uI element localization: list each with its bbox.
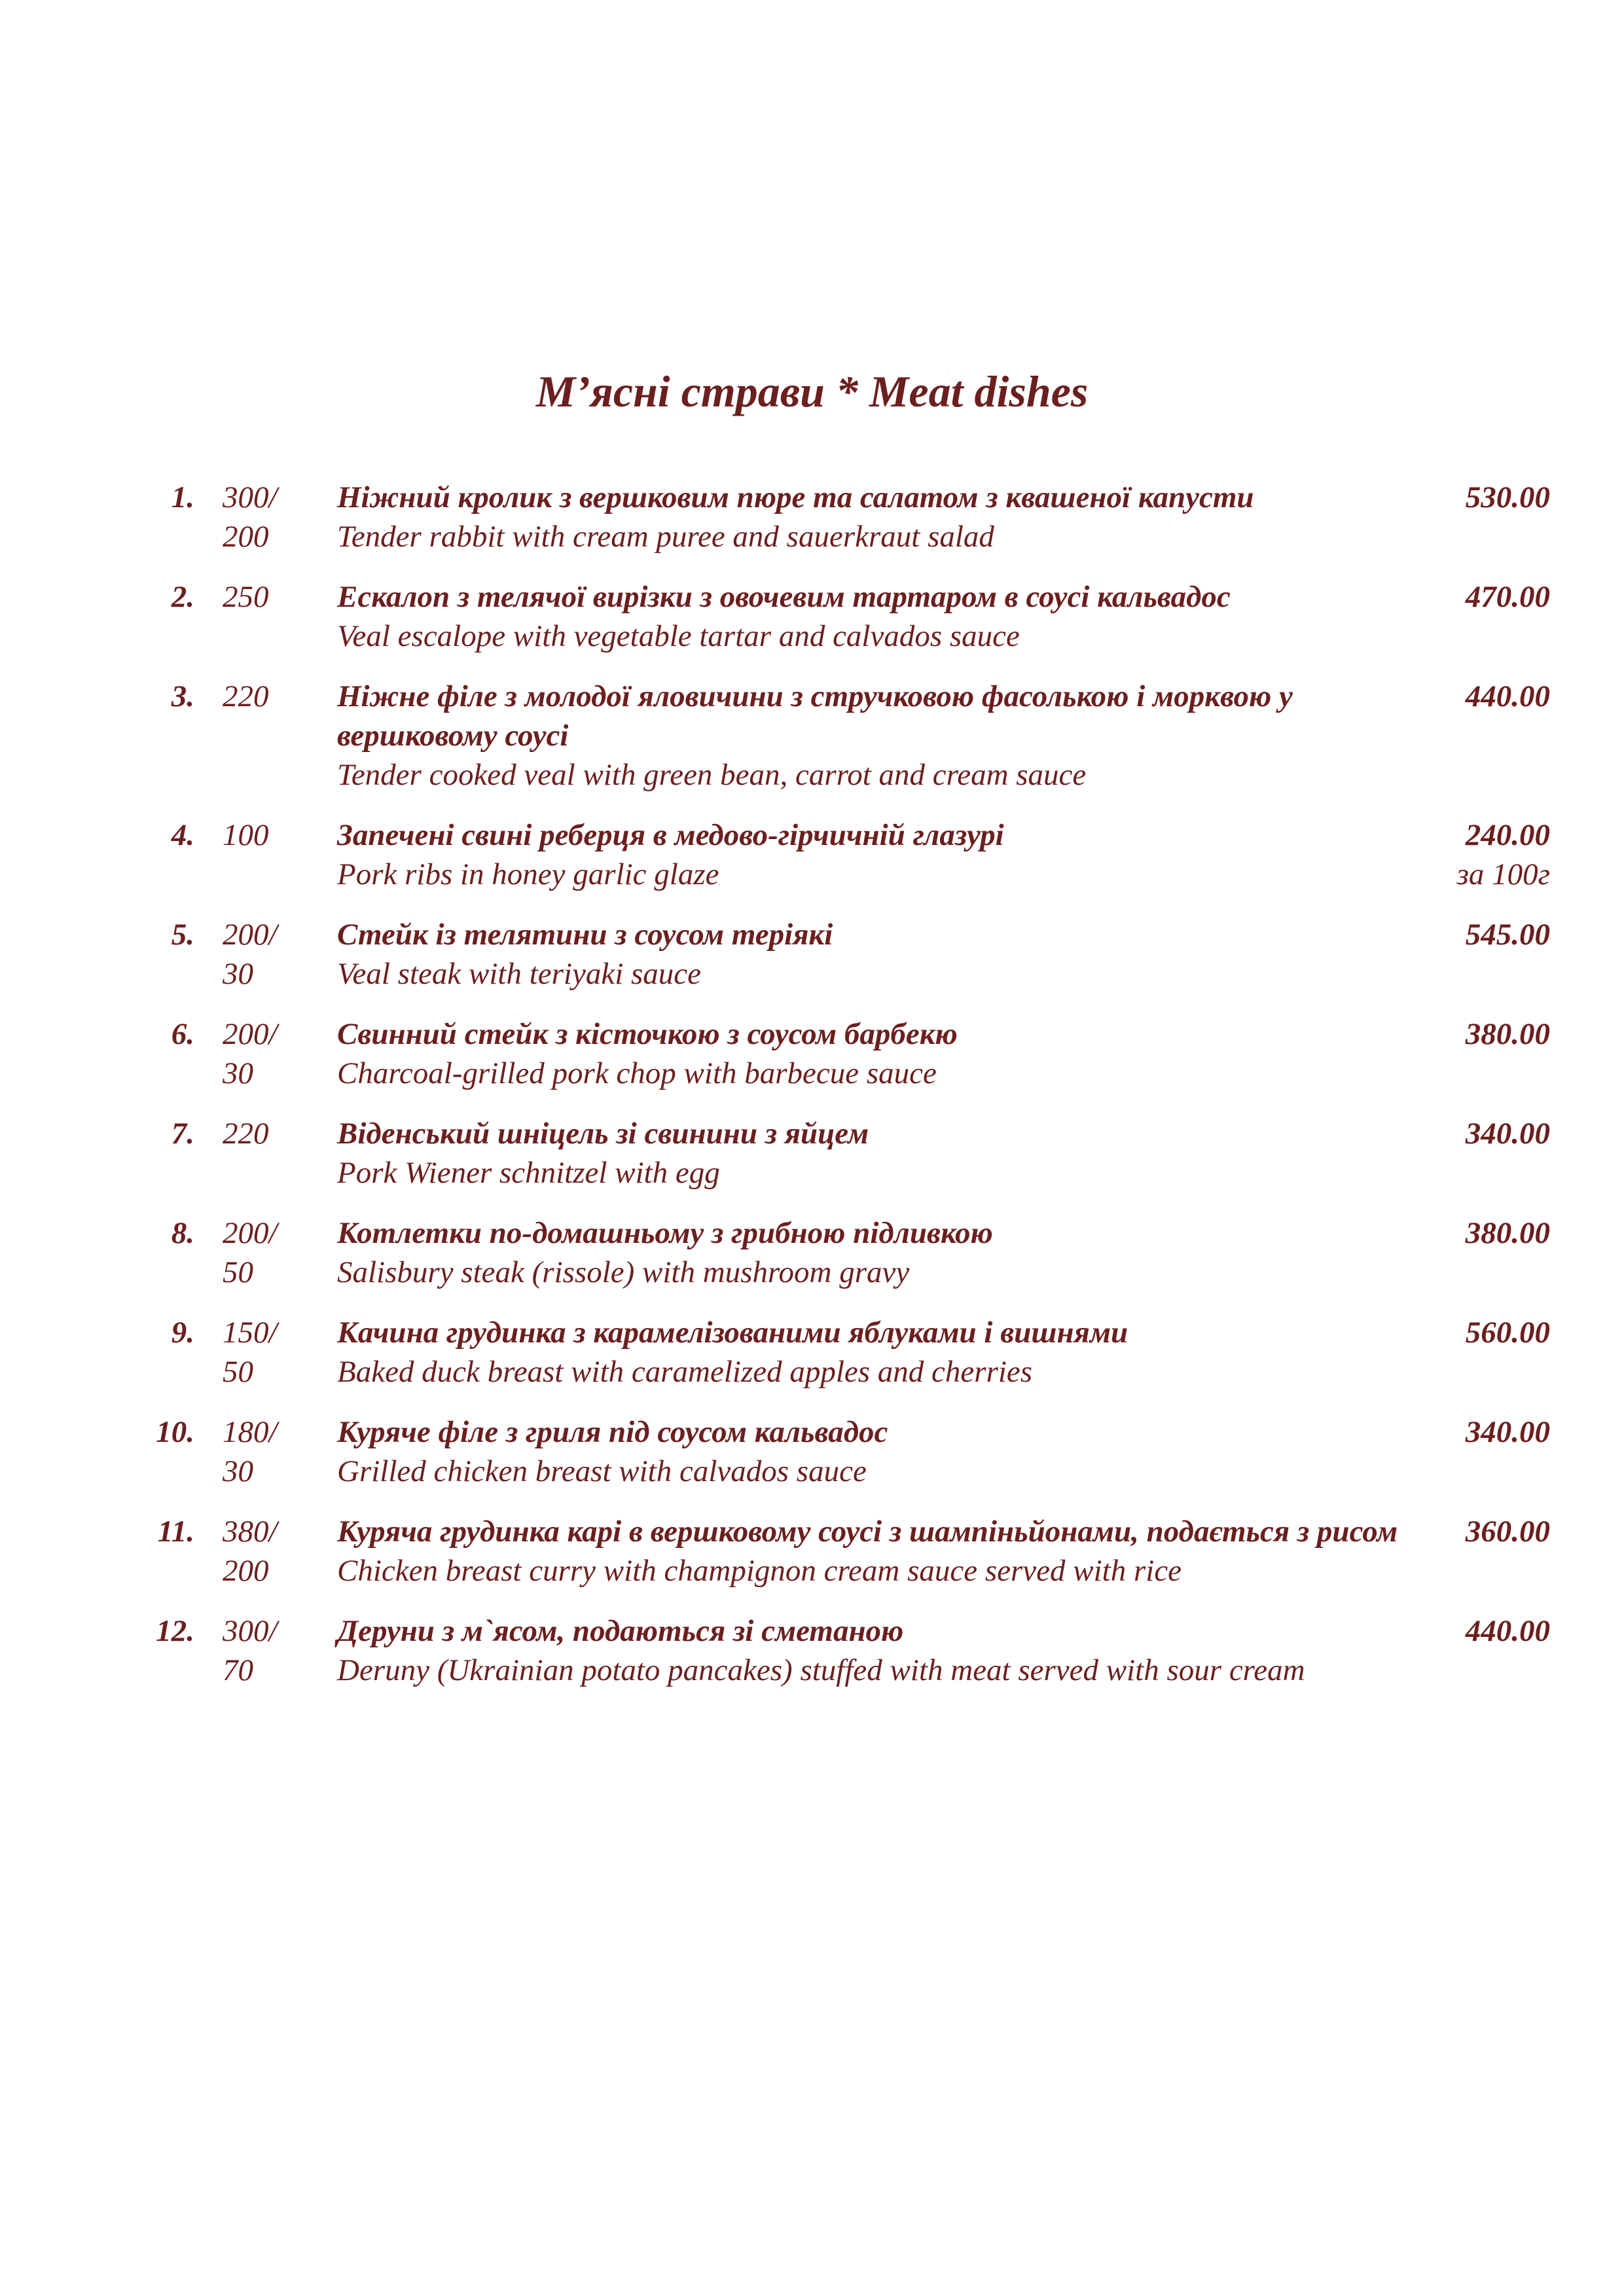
item-price-value: 380.00 [1465, 1017, 1550, 1051]
item-price-value: 470.00 [1465, 580, 1550, 614]
item-name-ua: Деруни з м`ясом, подаються зі сметаною [337, 1614, 904, 1648]
item-price [1354, 478, 1550, 517]
item-weight-top: 200/ [223, 918, 278, 952]
item-number: 5. [171, 918, 194, 952]
item-description [337, 1512, 1417, 1590]
item-number: 2. [171, 580, 194, 614]
item-description [337, 1213, 1417, 1292]
menu-item [0, 1213, 1624, 1292]
item-price-value: 545.00 [1465, 918, 1550, 952]
item-weight [223, 577, 321, 617]
item-weight-top: 250 [223, 580, 269, 614]
item-description [337, 915, 1417, 994]
item-number: 1. [171, 480, 194, 514]
item-description [337, 816, 1417, 894]
item-name-ua: Стейк із телятини з соусом теріякі [337, 918, 833, 952]
item-weight-top: 300/ [223, 480, 278, 514]
item-number: 3. [171, 679, 194, 713]
item-weight-bottom: 30 [223, 957, 253, 991]
item-weight-bottom: 50 [223, 1255, 253, 1289]
item-weight [223, 915, 321, 994]
item-name-en: Baked duck breast with caramelized apples and cherries [337, 1355, 1033, 1389]
item-price-value: 360.00 [1465, 1515, 1550, 1549]
menu-item [0, 677, 1624, 795]
menu-item [0, 816, 1624, 894]
item-name-en: Grilled chicken breast with calvados sauce [337, 1454, 867, 1488]
item-weight [223, 1412, 321, 1491]
item-name-en: Veal escalope with vegetable tartar and calvados sauce [337, 619, 1020, 653]
item-price [1354, 1114, 1550, 1153]
menu-item [0, 1114, 1624, 1193]
item-number: 10. [156, 1415, 194, 1449]
item-weight-bottom: 200 [223, 1554, 269, 1588]
item-name-ua: Качина грудинка з карамелізованими яблуками і вишнями [337, 1316, 1128, 1350]
item-weight [223, 677, 321, 716]
item-name-en: Tender rabbit with cream puree and sauerkraut salad [337, 520, 994, 554]
item-weight-bottom: 30 [223, 1056, 253, 1090]
item-weight-bottom: 50 [223, 1355, 253, 1389]
item-name-en: Tender cooked veal with green bean, carrot and cream sauce [337, 758, 1087, 792]
page-title: М’ясні страви * Meat dishes [535, 367, 1089, 416]
item-price-value: 340.00 [1465, 1117, 1550, 1151]
item-name-en: Pork Wiener schnitzel with egg [337, 1156, 720, 1190]
item-price-note: за 100г [1456, 857, 1550, 891]
item-weight-top: 150/ [223, 1316, 278, 1350]
item-price [1354, 1512, 1550, 1551]
item-weight [223, 1512, 321, 1590]
item-weight [223, 478, 321, 556]
item-weight-top: 380/ [223, 1515, 278, 1549]
item-weight [223, 816, 321, 855]
item-price [1354, 1014, 1550, 1054]
item-weight-top: 100 [223, 818, 269, 852]
item-weight-bottom: 30 [223, 1454, 253, 1488]
item-name-ua: Ескалоп з телячої вирізки з овочевим тартаром в соусі кальвадос [337, 580, 1231, 614]
item-price-value: 440.00 [1465, 1614, 1550, 1648]
item-number: 9. [171, 1316, 194, 1350]
item-price [1354, 1412, 1550, 1452]
item-weight [223, 1114, 321, 1153]
item-name-en: Charcoal-grilled pork chop with barbecue sauce [337, 1056, 937, 1090]
item-name-ua: Ніжний кролик з вершковим пюре та салатом з квашеної капусти [337, 480, 1254, 514]
item-price-value: 340.00 [1465, 1415, 1550, 1449]
item-price [1354, 816, 1550, 894]
item-weight-top: 300/ [223, 1614, 278, 1648]
menu-item [0, 1014, 1624, 1093]
item-weight [223, 1313, 321, 1391]
item-number: 11. [157, 1515, 194, 1549]
item-weight-bottom: 200 [223, 520, 269, 554]
item-description [337, 1412, 1417, 1491]
item-name-ua: Віденський шніцель зі свинини з яйцем [337, 1117, 869, 1151]
item-weight [223, 1014, 321, 1093]
item-number: 4. [171, 818, 194, 852]
item-price [1354, 1313, 1550, 1352]
item-price-value: 530.00 [1465, 480, 1550, 514]
item-name-en: Salisbury steak (rissole) with mushroom gravy [337, 1255, 910, 1289]
item-name-ua: Котлетки по-домашньому з грибною підливкою [337, 1216, 993, 1250]
item-name-ua: Ніжне філе з молодої яловичини з стручковою фасолькою і морквою у вершковому соусі [337, 679, 1293, 753]
item-price-value: 380.00 [1465, 1216, 1550, 1250]
item-price [1354, 1611, 1550, 1651]
menu-item [0, 1313, 1624, 1391]
item-price-value: 240.00 [1465, 818, 1550, 852]
item-name-en: Veal steak with teriyaki sauce [337, 957, 702, 991]
menu-item [0, 1412, 1624, 1491]
item-price-value: 560.00 [1465, 1316, 1550, 1350]
item-description [337, 1611, 1417, 1690]
item-name-ua: Куряча грудинка карі в вершковому соусі з шампіньйонами, подається з рисом [337, 1515, 1398, 1549]
menu-list [0, 478, 1624, 1711]
menu-item [0, 1611, 1624, 1690]
item-weight-top: 200/ [223, 1216, 278, 1250]
item-name-en: Deruny (Ukrainian potato pancakes) stuffed with meat served with sour cream [337, 1653, 1305, 1687]
menu-item [0, 577, 1624, 656]
item-price [1354, 677, 1550, 716]
item-weight-bottom: 70 [223, 1653, 253, 1687]
item-description [337, 1313, 1417, 1391]
item-name-ua: Свинний стейк з кісточкою з соусом барбекю [337, 1017, 958, 1051]
item-description [337, 1014, 1417, 1093]
item-number: 6. [171, 1017, 194, 1051]
item-description [337, 577, 1417, 656]
menu-item [0, 915, 1624, 994]
item-weight [223, 1611, 321, 1690]
item-weight-top: 220 [223, 1117, 269, 1151]
item-description [337, 478, 1417, 556]
item-name-ua: Запечені свині реберця в медово-гірчичній глазурі [337, 818, 1004, 852]
item-name-ua: Куряче філе з гриля під соусом кальвадос [337, 1415, 888, 1449]
item-weight-top: 220 [223, 679, 269, 713]
item-price [1354, 915, 1550, 954]
item-number: 8. [171, 1216, 194, 1250]
item-description [337, 677, 1417, 795]
item-weight [223, 1213, 321, 1292]
item-description [337, 1114, 1417, 1193]
menu-item [0, 478, 1624, 556]
item-number: 12. [156, 1614, 194, 1648]
item-price [1354, 1213, 1550, 1253]
item-price [1354, 577, 1550, 617]
item-name-en: Chicken breast curry with champignon cream sauce served with rice [337, 1554, 1182, 1588]
item-price-value: 440.00 [1465, 679, 1550, 713]
menu-item [0, 1512, 1624, 1590]
item-weight-top: 200/ [223, 1017, 278, 1051]
item-number: 7. [171, 1117, 194, 1151]
item-weight-top: 180/ [223, 1415, 278, 1449]
item-name-en: Pork ribs in honey garlic glaze [337, 857, 719, 891]
